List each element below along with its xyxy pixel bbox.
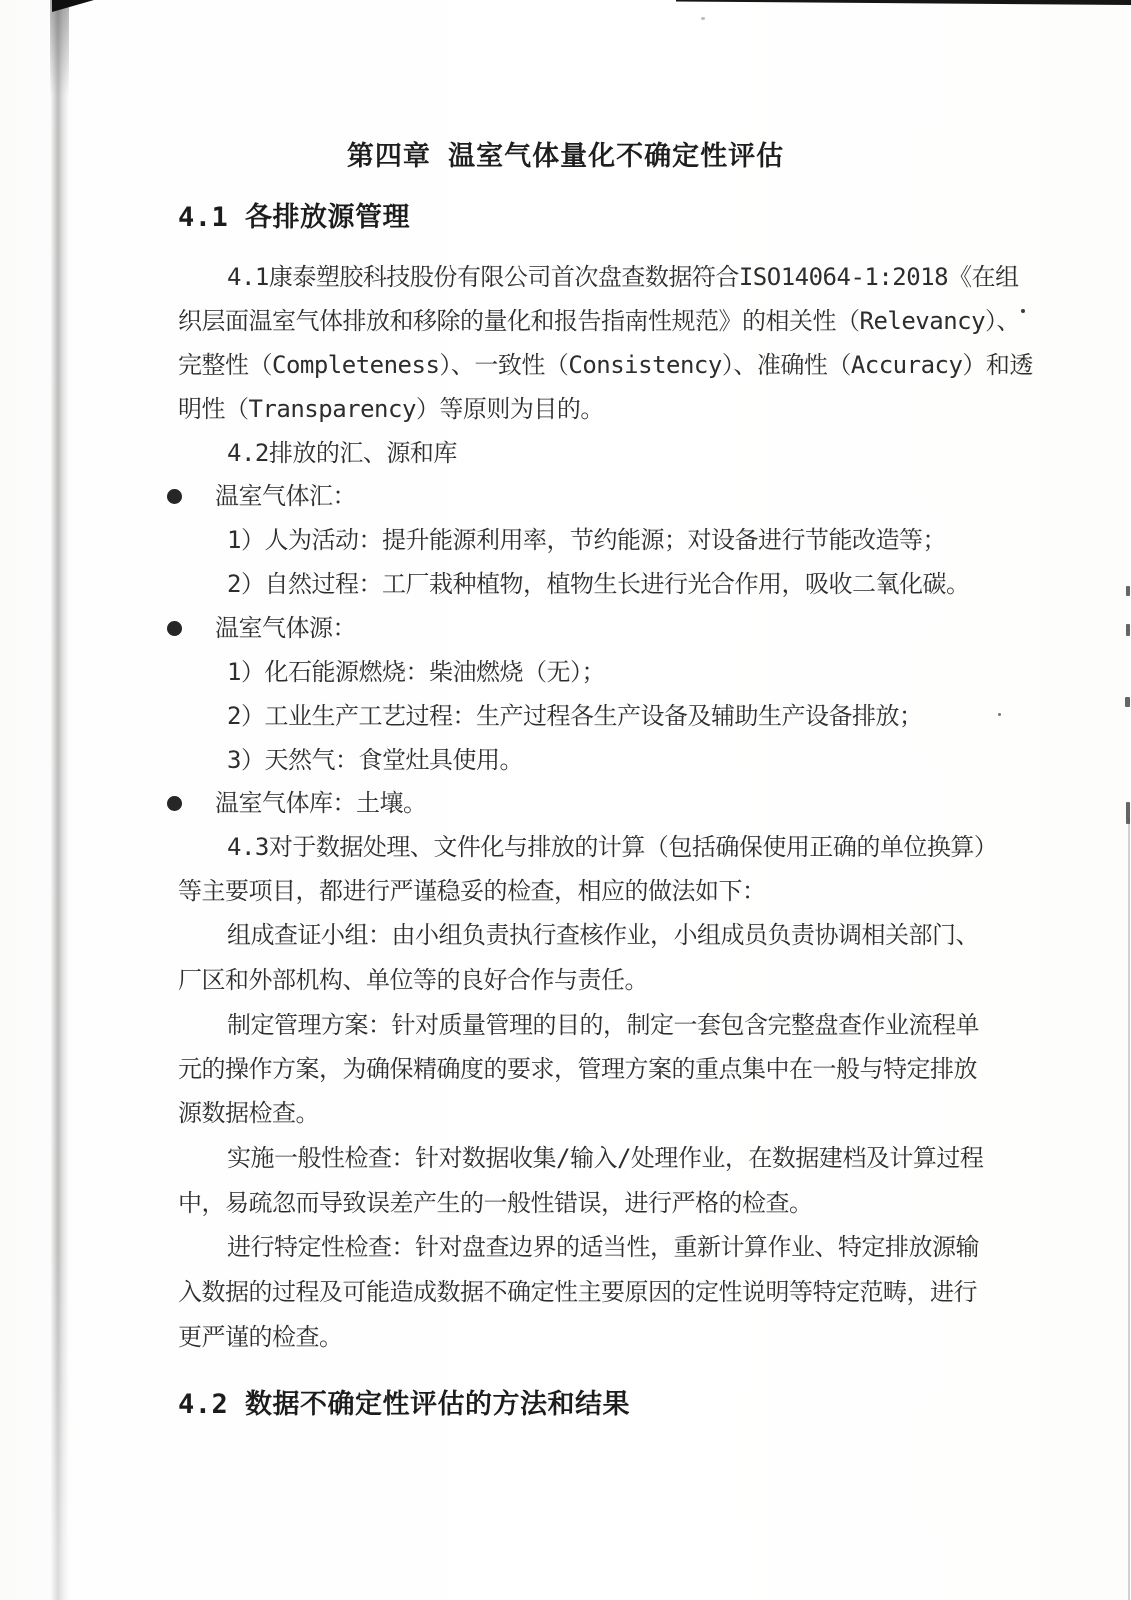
paragraph-line: 中，易疏忽而导致误差产生的一般性错误，进行严格的检查。 <box>178 1189 813 1217</box>
bullet-icon <box>167 489 182 504</box>
scan-edge-mark <box>1126 624 1130 636</box>
list-item: 3）天然气：食堂灶具使用。 <box>227 746 523 774</box>
paragraph-line: 实施一般性检查：针对数据收集/输入/处理作业，在数据建档及计算过程 <box>227 1144 984 1172</box>
paragraph-line: 完整性（Completeness）、一致性（Consistency）、准确性（Accuracy）和透 <box>178 351 1033 379</box>
scan-edge-mark <box>1126 586 1130 596</box>
list-item: 1）人为活动：提升能源利用率，节约能源；对设备进行节能改造等； <box>227 526 946 554</box>
scan-top-edge-shadow <box>676 0 1131 5</box>
scan-edge-mark <box>1125 697 1130 707</box>
bullet-icon <box>167 621 182 636</box>
paragraph-line: 进行特定性检查：针对盘查边界的适当性，重新计算作业、特定排放源输 <box>227 1233 979 1261</box>
bullet-icon <box>167 796 182 811</box>
paragraph-line: 厂区和外部机构、单位等的良好合作与责任。 <box>178 966 648 994</box>
scan-speck <box>1021 309 1025 313</box>
paragraph-line: 组成查证小组：由小组负责执行查核作业，小组成员负责协调相关部门、 <box>227 921 979 949</box>
paragraph-line: 源数据检查。 <box>178 1099 319 1127</box>
scan-speck <box>701 17 705 20</box>
scan-corner-mark <box>52 0 94 12</box>
paragraph-line: 明性（Transparency）等原则为目的。 <box>178 395 604 423</box>
paragraph-line: 元的操作方案，为确保精确度的要求，管理方案的重点集中在一般与特定排放 <box>178 1055 977 1083</box>
scan-fold-crease <box>50 0 69 1600</box>
subsection-line-4-2: 4.2排放的汇、源和库 <box>227 439 457 467</box>
paragraph-line: 制定管理方案：针对质量管理的目的，制定一套包含完整盘查作业流程单 <box>227 1011 979 1039</box>
paragraph-line: 4.1康泰塑胶科技股份有限公司首次盘查数据符合ISO14064-1:2018《在组 <box>227 263 1019 291</box>
paragraph-line: 更严谨的检查。 <box>178 1323 343 1351</box>
paragraph-line: 织层面温室气体排放和移除的量化和报告指南性规范》的相关性（Relevancy）、 <box>178 307 1021 335</box>
list-item: 1）化石能源燃烧：柴油燃烧（无）； <box>227 658 605 686</box>
scan-right-edge-line <box>1128 818 1130 1600</box>
paragraph-line: 4.3对于数据处理、文件化与排放的计算（包括确保使用正确的单位换算） <box>227 833 998 861</box>
bullet-label-ghg-sources: 温室气体源： <box>215 614 356 642</box>
paragraph-line: 等主要项目，都进行严谨稳妥的检查，相应的做法如下： <box>178 877 766 905</box>
list-item: 2）工业生产工艺过程：生产过程各生产设备及辅助生产设备排放； <box>227 702 923 730</box>
chapter-title: 第四章 温室气体量化不确定性评估 <box>346 141 785 172</box>
bullet-label-ghg-sinks: 温室气体汇： <box>215 482 356 510</box>
list-item: 2）自然过程：工厂栽种植物，植物生长进行光合作用，吸收二氧化碳。 <box>227 570 970 598</box>
scan-speck <box>998 713 1001 716</box>
section-heading-4-1: 4.1 各排放源管理 <box>178 202 411 233</box>
paragraph-line: 入数据的过程及可能造成数据不确定性主要原因的定性说明等特定范畴，进行 <box>178 1278 977 1306</box>
bullet-label-ghg-reservoirs: 温室气体库：土壤。 <box>215 789 427 817</box>
section-heading-4-2: 4.2 数据不确定性评估的方法和结果 <box>178 1389 631 1420</box>
